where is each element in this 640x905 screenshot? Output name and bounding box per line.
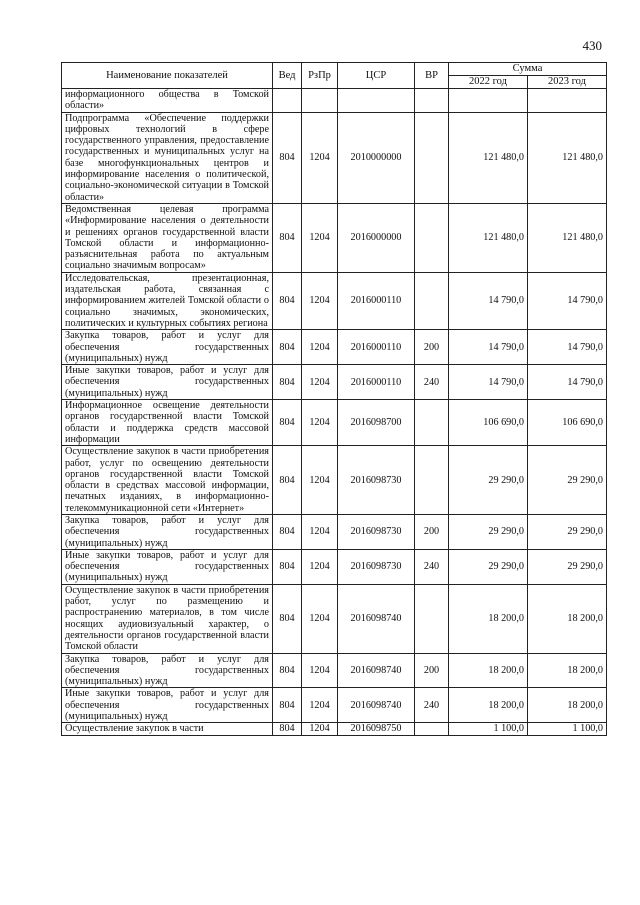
row-ved: 804 <box>273 653 302 688</box>
table-row <box>62 584 607 653</box>
table-row <box>62 400 607 446</box>
row-name: Ведомственная целевая программа «Информирование населения о деятельности и решениях органов государственной власти Томской области и информационно-разъяснительная работа по актуальным социально значимым вопросам» <box>62 203 273 272</box>
table-row <box>62 112 607 203</box>
row-sum-2023: 121 480,0 <box>528 112 607 203</box>
row-sum-2023: 18 200,0 <box>528 584 607 653</box>
row-name: Подпрограмма «Обеспечение поддержки цифровых технологий в сфере государственного управления, предоставление государственных и муниципальных услуг на базе многофункциональных центров и информирование населения о политической, социально-экономической ситуации в Томской области» <box>62 112 273 203</box>
row-ved <box>273 89 302 113</box>
row-csr: 2016000110 <box>338 330 415 365</box>
row-ved: 804 <box>273 272 302 329</box>
row-ved: 804 <box>273 446 302 515</box>
row-csr: 2016098730 <box>338 549 415 584</box>
row-rzpr <box>302 89 338 113</box>
row-ved: 804 <box>273 112 302 203</box>
header-csr: ЦСР <box>338 63 415 89</box>
table-row <box>62 272 607 329</box>
row-sum-2022: 29 290,0 <box>449 514 528 549</box>
header-year-2023: 2023 год <box>528 76 607 89</box>
row-sum-2022: 18 200,0 <box>449 584 528 653</box>
row-sum-2022: 18 200,0 <box>449 653 528 688</box>
row-rzpr: 1204 <box>302 365 338 400</box>
row-rzpr: 1204 <box>302 112 338 203</box>
table-row <box>62 688 607 723</box>
row-vr: 240 <box>415 549 449 584</box>
row-ved: 804 <box>273 549 302 584</box>
table-row <box>62 723 607 735</box>
row-rzpr: 1204 <box>302 549 338 584</box>
row-vr: 240 <box>415 365 449 400</box>
row-name: Закупка товаров, работ и услуг для обеспечения государственных (муниципальных) нужд <box>62 330 273 365</box>
row-sum-2022: 121 480,0 <box>449 203 528 272</box>
row-vr <box>415 584 449 653</box>
row-csr: 2016098730 <box>338 446 415 515</box>
row-name: Информационное освещение деятельности органов государственной власти Томской области и поддержка средств массовой информации <box>62 400 273 446</box>
row-vr: 200 <box>415 514 449 549</box>
row-csr: 2016098730 <box>338 514 415 549</box>
row-sum-2022: 14 790,0 <box>449 365 528 400</box>
row-sum-2023: 14 790,0 <box>528 365 607 400</box>
row-rzpr: 1204 <box>302 514 338 549</box>
row-ved: 804 <box>273 203 302 272</box>
row-rzpr: 1204 <box>302 688 338 723</box>
row-name: Иные закупки товаров, работ и услуг для обеспечения государственных (муниципальных) нужд <box>62 365 273 400</box>
row-sum-2022: 106 690,0 <box>449 400 528 446</box>
row-rzpr: 1204 <box>302 330 338 365</box>
budget-table <box>61 62 607 736</box>
header-row <box>62 63 607 76</box>
row-vr: 200 <box>415 330 449 365</box>
row-csr: 2016098700 <box>338 400 415 446</box>
row-vr: 240 <box>415 688 449 723</box>
row-sum-2022: 29 290,0 <box>449 549 528 584</box>
row-vr <box>415 272 449 329</box>
row-name: Осуществление закупок в части <box>62 723 273 735</box>
row-sum-2023: 1 100,0 <box>528 723 607 735</box>
header-ved: Вед <box>273 63 302 89</box>
row-sum-2023: 106 690,0 <box>528 400 607 446</box>
row-ved: 804 <box>273 330 302 365</box>
header-sum: Сумма <box>449 63 607 76</box>
row-name: Иные закупки товаров, работ и услуг для обеспечения государственных (муниципальных) нужд <box>62 688 273 723</box>
row-sum-2023: 18 200,0 <box>528 653 607 688</box>
row-csr: 2016000110 <box>338 272 415 329</box>
table-row <box>62 365 607 400</box>
row-sum-2022: 18 200,0 <box>449 688 528 723</box>
row-vr <box>415 400 449 446</box>
table-row <box>62 330 607 365</box>
row-ved: 804 <box>273 365 302 400</box>
header-name: Наименование показателей <box>62 63 273 89</box>
row-name: Иные закупки товаров, работ и услуг для обеспечения государственных (муниципальных) нужд <box>62 549 273 584</box>
row-vr <box>415 723 449 735</box>
table-row <box>62 203 607 272</box>
table-row <box>62 446 607 515</box>
row-vr <box>415 203 449 272</box>
row-sum-2023: 121 480,0 <box>528 203 607 272</box>
row-sum-2022: 29 290,0 <box>449 446 528 515</box>
header-vr: ВР <box>415 63 449 89</box>
row-sum-2023: 18 200,0 <box>528 688 607 723</box>
row-name: Закупка товаров, работ и услуг для обеспечения государственных (муниципальных) нужд <box>62 514 273 549</box>
row-rzpr: 1204 <box>302 203 338 272</box>
row-vr <box>415 446 449 515</box>
row-sum-2022: 121 480,0 <box>449 112 528 203</box>
row-sum-2022 <box>449 89 528 113</box>
row-rzpr: 1204 <box>302 584 338 653</box>
row-csr: 2016098750 <box>338 723 415 735</box>
row-name: Исследовательская, презентационная, издательская работа, связанная с информированием жителей Томской области о социально значимых, экономических, политических и культурных событиях региона <box>62 272 273 329</box>
row-csr: 2016000110 <box>338 365 415 400</box>
row-name: Закупка товаров, работ и услуг для обеспечения государственных (муниципальных) нужд <box>62 653 273 688</box>
table-row <box>62 549 607 584</box>
row-name: Осуществление закупок в части приобретения работ, услуг по освещению деятельности органов государственной власти Томской области в средствах массовой информации, печатных изданиях, в информационно-телекоммуникационной сети «Интернет» <box>62 446 273 515</box>
row-vr: 200 <box>415 653 449 688</box>
row-csr: 2016098740 <box>338 584 415 653</box>
table-row <box>62 514 607 549</box>
row-ved: 804 <box>273 584 302 653</box>
row-sum-2022: 14 790,0 <box>449 272 528 329</box>
row-sum-2022: 14 790,0 <box>449 330 528 365</box>
header-year-2022: 2022 год <box>449 76 528 89</box>
row-ved: 804 <box>273 514 302 549</box>
page-number: 430 <box>582 38 602 53</box>
row-rzpr: 1204 <box>302 272 338 329</box>
row-ved: 804 <box>273 723 302 735</box>
row-rzpr: 1204 <box>302 400 338 446</box>
row-sum-2023: 14 790,0 <box>528 272 607 329</box>
row-name: Осуществление закупок в части приобретения работ, услуг по размещению и распространению материалов, в том числе носящих аудиовизуальный характер, о деятельности органов государственной власти Томской области <box>62 584 273 653</box>
row-sum-2023: 14 790,0 <box>528 330 607 365</box>
row-csr <box>338 89 415 113</box>
row-csr: 2010000000 <box>338 112 415 203</box>
row-sum-2022: 1 100,0 <box>449 723 528 735</box>
row-csr: 2016098740 <box>338 688 415 723</box>
row-sum-2023 <box>528 89 607 113</box>
row-sum-2023: 29 290,0 <box>528 446 607 515</box>
row-vr <box>415 89 449 113</box>
row-ved: 804 <box>273 688 302 723</box>
table-row <box>62 89 607 113</box>
table-row <box>62 653 607 688</box>
header-rzpr: РзПр <box>302 63 338 89</box>
row-rzpr: 1204 <box>302 446 338 515</box>
row-csr: 2016000000 <box>338 203 415 272</box>
row-name: информационного общества в Томской области» <box>62 89 273 113</box>
table-body <box>62 89 607 736</box>
row-csr: 2016098740 <box>338 653 415 688</box>
row-sum-2023: 29 290,0 <box>528 549 607 584</box>
row-rzpr: 1204 <box>302 723 338 735</box>
row-ved: 804 <box>273 400 302 446</box>
row-sum-2023: 29 290,0 <box>528 514 607 549</box>
row-rzpr: 1204 <box>302 653 338 688</box>
row-vr <box>415 112 449 203</box>
